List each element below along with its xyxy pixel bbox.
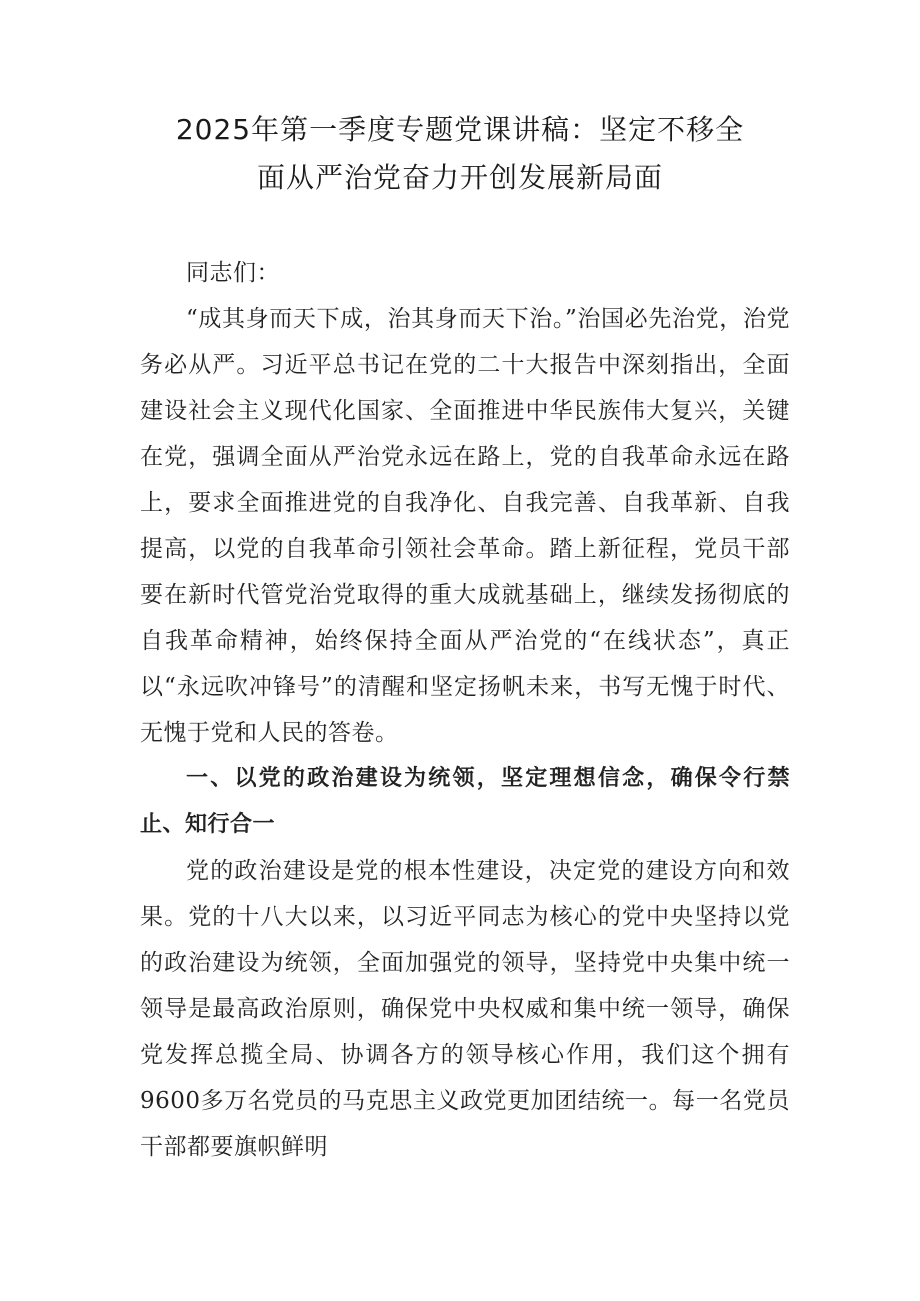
paragraph-intro: “成其身而天下成，治其身而天下治。”治国必先治党，治党务必从严。习近平总书记在党的二十大报告中深刻指出，全面建设社会主义现代化国家、全面推进中华民族伟大复兴，关键在党，强调全面从严治党永远在路上，党的自我革命永远在路上，要求全面推进党的自我净化、自我完善、自我革新、自我提高，以党的自我革命引领社会革命。踏上新征程，党员干部要在新时代管党治党取得的重大成就基础上，继续发扬彻底的自我革命精神，始终保持全面从严治党的“在线状态”，真正以“永远吹冲锋号”的清醒和坚定扬帆未来，书写无愧于时代、无愧于党和人民的答卷。 xyxy=(140,306,790,746)
salutation: 同志们： xyxy=(186,260,280,286)
title-line-2: 面从严治党奋力开创发展新局面 xyxy=(256,161,663,194)
paragraph-section-1: 党的政治建设是党的根本性建设，决定党的建设方向和效果。党的十八大以来，以习近平同志为核心的党中央坚持以党的政治建设为统领，全面加强党的领导，坚持党中央集中统一领导是最高政治原则，确保党中央权威和集中统一领导，确保党发挥总揽全局、协调各方的领导核心作用，我们这个拥有9600多万名党员的马克思主义政党更加团结统一。每一名党员干部都要旗帜鲜明 xyxy=(140,858,790,1160)
title-line-1: 2025年第一季度专题党课讲稿：坚定不移全 xyxy=(175,113,745,146)
document-title xyxy=(140,106,780,202)
document-body xyxy=(140,250,790,1170)
section-heading-1: 一、以党的政治建设为统领，坚定理想信念，确保令行禁止、知行合一 xyxy=(140,766,790,837)
